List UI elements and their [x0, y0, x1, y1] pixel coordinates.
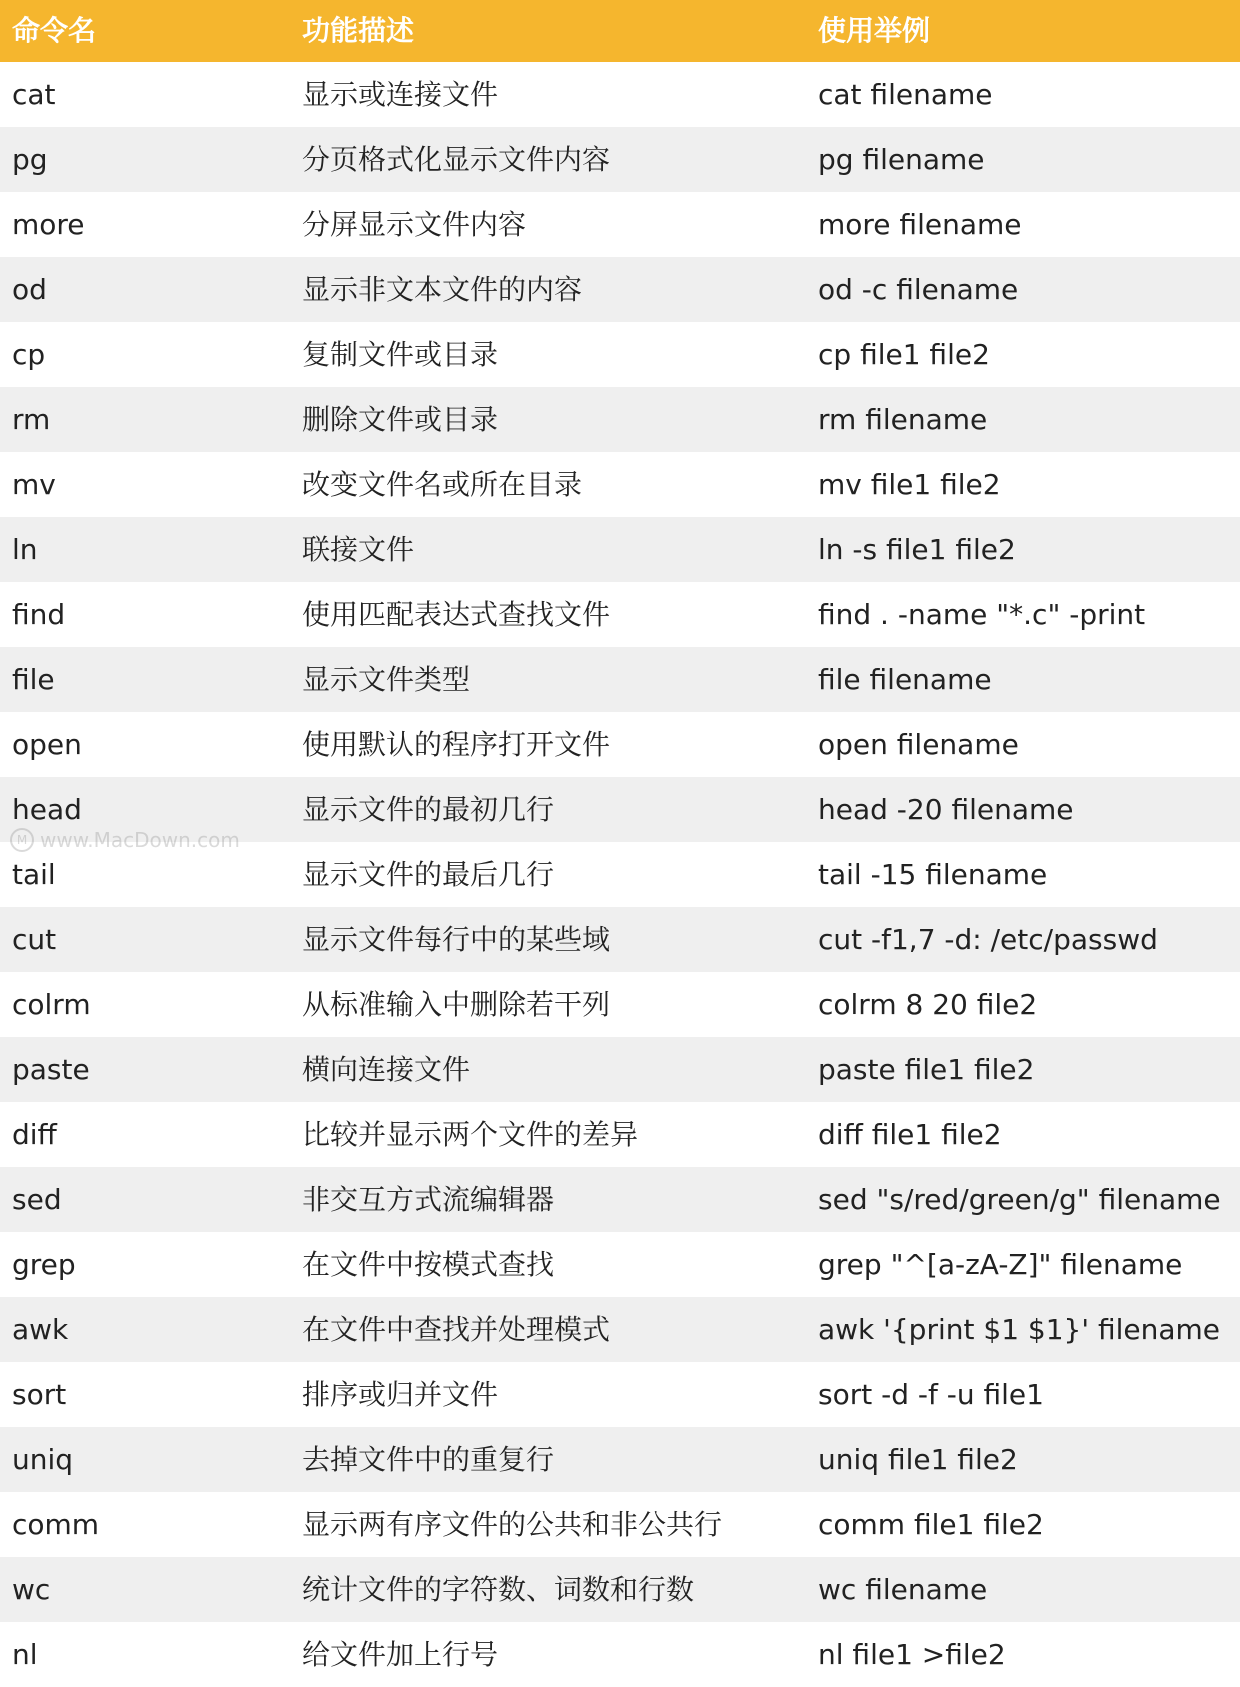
- description-cell: 显示非文本文件的内容: [302, 273, 583, 306]
- description-cell: 使用匹配表达式查找文件: [302, 598, 611, 631]
- description-cell: 联接文件: [302, 533, 415, 566]
- table-row: [0, 1427, 1240, 1492]
- example-cell: comm file1 file2: [818, 1508, 1044, 1541]
- command-name-cell: cp: [12, 338, 46, 371]
- example-cell: colrm 8 20 file2: [818, 988, 1038, 1021]
- watermark-logo-icon: M: [10, 828, 34, 852]
- description-cell: 在文件中查找并处理模式: [302, 1313, 611, 1346]
- table-row: [0, 192, 1240, 257]
- command-name-cell: pg: [12, 143, 48, 176]
- table-row: [0, 972, 1240, 1037]
- table-row: [0, 1492, 1240, 1557]
- command-name-cell: paste: [12, 1053, 90, 1086]
- example-cell: cut -f1,7 -d: /etc/passwd: [818, 923, 1158, 956]
- example-cell: tail -15 filename: [818, 858, 1048, 891]
- command-name-cell: sed: [12, 1183, 62, 1216]
- example-cell: rm filename: [818, 403, 988, 436]
- table-row: [0, 1622, 1240, 1687]
- description-cell: 分页格式化显示文件内容: [302, 143, 611, 176]
- command-name-cell: grep: [12, 1248, 76, 1281]
- command-name-cell: awk: [12, 1313, 69, 1346]
- command-name-cell: cat: [12, 78, 56, 111]
- command-name-cell: uniq: [12, 1443, 74, 1476]
- example-cell: od -c filename: [818, 273, 1019, 306]
- command-name-cell: file: [12, 663, 55, 696]
- description-cell: 显示文件每行中的某些域: [302, 923, 611, 956]
- description-cell: 复制文件或目录: [302, 338, 499, 371]
- example-cell: file filename: [818, 663, 992, 696]
- example-cell: mv file1 file2: [818, 468, 1001, 501]
- command-name-cell: ln: [12, 533, 38, 566]
- example-cell: wc filename: [818, 1573, 988, 1606]
- command-name-cell: rm: [12, 403, 51, 436]
- command-name-cell: cut: [12, 923, 57, 956]
- table-row: [0, 517, 1240, 582]
- command-name-cell: more: [12, 208, 85, 241]
- table-row: [0, 387, 1240, 452]
- description-cell: 显示文件类型: [302, 663, 471, 696]
- header-command-name: 命令名: [12, 14, 97, 47]
- description-cell: 删除文件或目录: [302, 403, 499, 436]
- command-name-cell: sort: [12, 1378, 67, 1411]
- example-cell: open filename: [818, 728, 1019, 761]
- table-row: [0, 1167, 1240, 1232]
- example-cell: nl file1 >file2: [818, 1638, 1006, 1671]
- example-cell: cat filename: [818, 78, 993, 111]
- example-cell: ln -s file1 file2: [818, 533, 1016, 566]
- table-row: [0, 1557, 1240, 1622]
- command-name-cell: diff: [12, 1118, 57, 1151]
- description-cell: 比较并显示两个文件的差异: [302, 1118, 639, 1151]
- table-row: [0, 712, 1240, 777]
- command-name-cell: colrm: [12, 988, 91, 1021]
- example-cell: pg filename: [818, 143, 985, 176]
- table-row: [0, 1232, 1240, 1297]
- table-row: [0, 1037, 1240, 1102]
- description-cell: 非交互方式流编辑器: [302, 1183, 555, 1216]
- example-cell: find . -name "*.c" -print: [818, 598, 1146, 631]
- table-row: [0, 1297, 1240, 1362]
- description-cell: 去掉文件中的重复行: [302, 1443, 555, 1476]
- table-row: [0, 62, 1240, 127]
- description-cell: 从标准输入中删除若干列: [302, 988, 611, 1021]
- header-description: 功能描述: [302, 14, 415, 47]
- command-name-cell: tail: [12, 858, 56, 891]
- command-name-cell: od: [12, 273, 47, 306]
- example-cell: sort -d -f -u file1: [818, 1378, 1044, 1411]
- table-row: [0, 777, 1240, 842]
- description-cell: 显示文件的最后几行: [302, 858, 555, 891]
- example-cell: paste file1 file2: [818, 1053, 1035, 1086]
- table-body: [0, 62, 1240, 1687]
- description-cell: 显示或连接文件: [302, 78, 499, 111]
- example-cell: diff file1 file2: [818, 1118, 1002, 1151]
- description-cell: 横向连接文件: [302, 1053, 471, 1086]
- command-name-cell: find: [12, 598, 66, 631]
- description-cell: 在文件中按模式查找: [302, 1248, 555, 1281]
- description-cell: 分屏显示文件内容: [302, 208, 527, 241]
- table-row: [0, 1362, 1240, 1427]
- example-cell: awk '{print $1 $1}' filename: [818, 1313, 1220, 1346]
- table-row: [0, 1102, 1240, 1167]
- table-row: [0, 647, 1240, 712]
- description-cell: 显示文件的最初几行: [302, 793, 555, 826]
- description-cell: 排序或归并文件: [302, 1378, 499, 1411]
- table-row: [0, 907, 1240, 972]
- example-cell: head -20 filename: [818, 793, 1074, 826]
- table-row: [0, 842, 1240, 907]
- example-cell: sed "s/red/green/g" filename: [818, 1183, 1221, 1216]
- header-example: 使用举例: [818, 14, 931, 47]
- table-header: [0, 0, 1240, 62]
- command-name-cell: head: [12, 793, 82, 826]
- description-cell: 使用默认的程序打开文件: [302, 728, 611, 761]
- command-name-cell: wc: [12, 1573, 51, 1606]
- command-name-cell: open: [12, 728, 82, 761]
- command-name-cell: comm: [12, 1508, 100, 1541]
- example-cell: uniq file1 file2: [818, 1443, 1018, 1476]
- example-cell: grep "^[a-zA-Z]" filename: [818, 1248, 1183, 1281]
- command-name-cell: nl: [12, 1638, 38, 1671]
- table-row: [0, 257, 1240, 322]
- table-row: [0, 127, 1240, 192]
- table-row: [0, 322, 1240, 387]
- table-row: [0, 452, 1240, 517]
- table-row: [0, 582, 1240, 647]
- description-cell: 给文件加上行号: [302, 1638, 499, 1671]
- example-cell: cp file1 file2: [818, 338, 990, 371]
- command-name-cell: mv: [12, 468, 56, 501]
- description-cell: 显示两有序文件的公共和非公共行: [302, 1508, 723, 1541]
- watermark-text: www.MacDown.com: [40, 828, 240, 852]
- example-cell: more filename: [818, 208, 1022, 241]
- description-cell: 统计文件的字符数、词数和行数: [302, 1573, 695, 1606]
- description-cell: 改变文件名或所在目录: [302, 468, 583, 501]
